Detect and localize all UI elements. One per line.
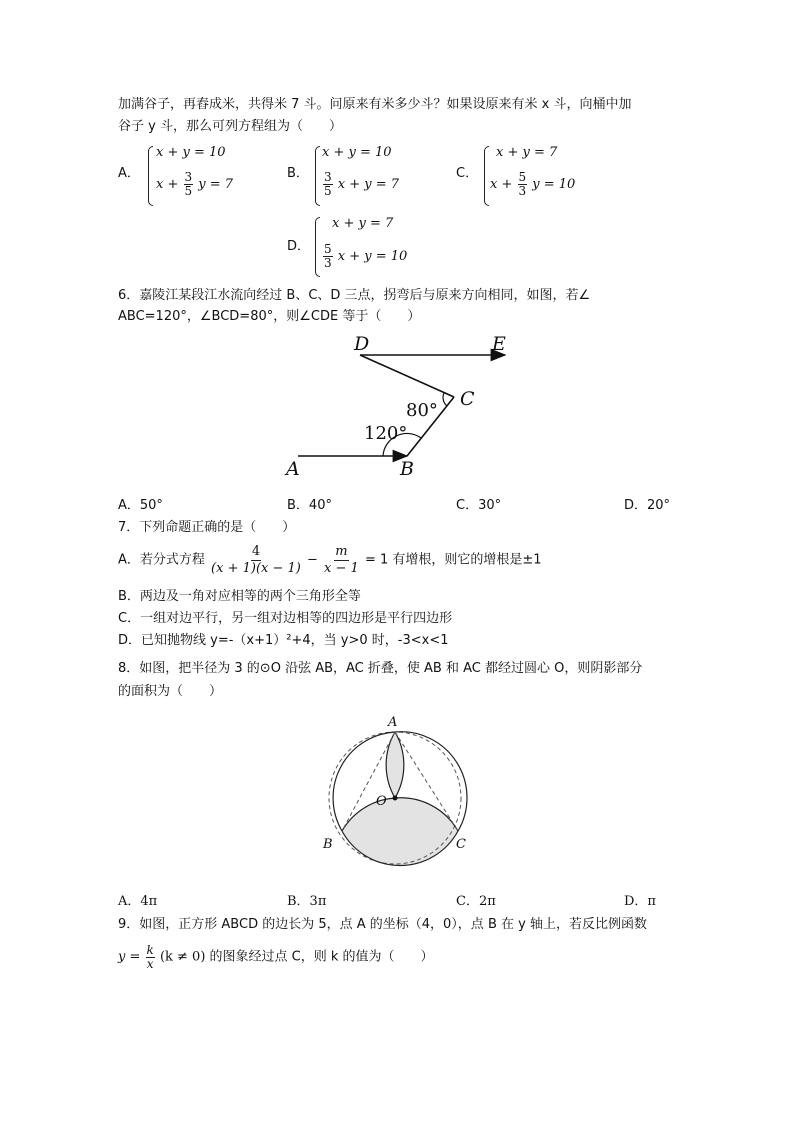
q5-b-eq2-frac: $\frac{3}{5}$ — [324, 170, 332, 198]
q5-option-c-eq1: x + y = 7 — [496, 145, 558, 160]
q6-option-d: D．20° — [624, 498, 671, 513]
q7-option-b: B．两边及一角对应相等的两个三角形全等 — [118, 589, 361, 604]
fig6-angle-c-label: 80° — [406, 400, 438, 421]
q5-c-eq2-pre: x + — [490, 177, 513, 192]
q5-option-a-label: A． — [118, 166, 140, 181]
q5-option-d-label: D． — [287, 239, 311, 254]
fig8-label-c: C — [456, 837, 466, 852]
q8-option-a: A．4π — [118, 894, 158, 909]
q9-condition: (k ≠ 0) — [159, 949, 206, 965]
fig6-label-a: A — [286, 458, 300, 480]
q7-a-pre: A．若分式方程 — [118, 552, 205, 568]
q9-line1: 9．如图，正方形 ABCD 的边长为 5，点 A 的坐标（4，0），点 B 在 y 轴上，若反比例函数 — [118, 917, 647, 932]
q6-option-c: C．30° — [456, 498, 502, 513]
center-point-o — [393, 796, 398, 801]
q5-option-a-eq1: x + y = 10 — [156, 145, 226, 160]
q5-line1: 加满谷子，再舂成米，共得米 7 斗。问原来有米多少斗？如果设原来有米 x 斗，向桶中加 — [118, 97, 632, 112]
q5-option-d-eq1: x + y = 7 — [332, 216, 394, 231]
q5-option-a-brace — [148, 146, 153, 206]
fig8-label-o: O — [376, 794, 387, 809]
q9-y-eq: y = — [118, 949, 141, 965]
fig8-label-b: B — [323, 837, 333, 852]
q5-option-c-label: C． — [456, 166, 479, 181]
shaded-bottom-region — [342, 798, 458, 866]
q7-option-c: C．一组对边平行，另一组对边相等的四边形是平行四边形 — [118, 611, 453, 626]
q5-option-b-eq1: x + y = 10 — [322, 145, 392, 160]
q8-option-c: C．2π — [456, 894, 496, 909]
q5-a-eq2-pre: x + — [156, 177, 179, 192]
q8-figure — [318, 710, 478, 870]
fig6-label-b: B — [400, 458, 414, 480]
q5-a-eq2-frac: $\frac{3}{5}$ — [184, 170, 193, 198]
fig8-label-a: A — [388, 715, 398, 730]
q5-a-eq2-post: y = 7 — [198, 177, 234, 192]
segment-dc — [360, 355, 454, 397]
q6-figure — [270, 330, 530, 485]
q5-d-eq2-frac: $\frac{5}{3}$ — [324, 242, 332, 270]
q5-option-d-brace — [315, 217, 320, 277]
q7-a-frac2: $\frac{m}{x - 1}$ — [324, 544, 359, 576]
q7-option-a — [118, 544, 542, 577]
q5-c-eq2-frac: $\frac{5}{3}$ — [518, 170, 527, 198]
q6-option-a: A．50° — [118, 498, 163, 513]
q5-option-b-label: B． — [287, 166, 309, 181]
q9-line2 — [118, 944, 434, 971]
q5-option-d-eq2 — [322, 243, 407, 270]
q7-option-d: D．已知抛物线 y=-（x+1）²+4，当 y>0 时，-3<x<1 — [118, 633, 449, 648]
q7-title: 7．下列命题正确的是（ ） — [118, 520, 296, 535]
fig6-label-c: C — [460, 388, 475, 410]
fig6-label-e: E — [492, 333, 506, 355]
q8-option-d: D．π — [624, 894, 656, 909]
q8-line1: 8．如图，把半径为 3 的⊙O 沿弦 AB，AC 折叠，使 AB 和 AC 都经过圆心 O，则阴影部分 — [118, 661, 643, 676]
q5-c-eq2-post: y = 10 — [532, 177, 576, 192]
q5-option-b-eq2 — [322, 171, 399, 198]
angle-arc-c — [443, 393, 447, 406]
q5-line2: 谷子 y 斗，那么可列方程组为（ ） — [118, 119, 342, 134]
q6-line1: 6．嘉陵江某段江水流向经过 B、C、D 三点，拐弯后与原来方向相同，如图，若∠ — [118, 288, 591, 303]
q5-option-c-eq2 — [490, 171, 575, 198]
q6-line2: ABC=120°，∠BCD=80°，则∠CDE 等于（ ） — [118, 309, 421, 324]
q8-option-b: B．3π — [287, 894, 327, 909]
q5-option-c-brace — [484, 146, 489, 206]
shaded-lens-region — [386, 732, 404, 798]
q8-line2: 的面积为（ ） — [118, 684, 223, 699]
q9-k-over-x: $\frac{k}{x}$ — [146, 943, 154, 971]
fig6-angle-b-label: 120° — [364, 423, 408, 444]
q6-option-b: B．40° — [287, 498, 332, 513]
fig6-label-d: D — [354, 333, 370, 355]
q5-d-eq2-post: x + y = 10 — [337, 249, 408, 264]
q7-a-post: = 1 有增根，则它的增根是±1 — [364, 552, 542, 568]
q5-b-eq2-post: x + y = 7 — [337, 177, 400, 192]
q5-option-a-eq2 — [156, 171, 233, 198]
q9-line2-post: 的图象经过点 C，则 k 的值为（ ） — [209, 949, 434, 965]
q7-a-minus: − — [307, 552, 318, 568]
q5-option-b-brace — [315, 146, 320, 206]
q7-a-frac1: $\frac{4}{(x + 1)(x - 1)}$ — [211, 544, 301, 576]
